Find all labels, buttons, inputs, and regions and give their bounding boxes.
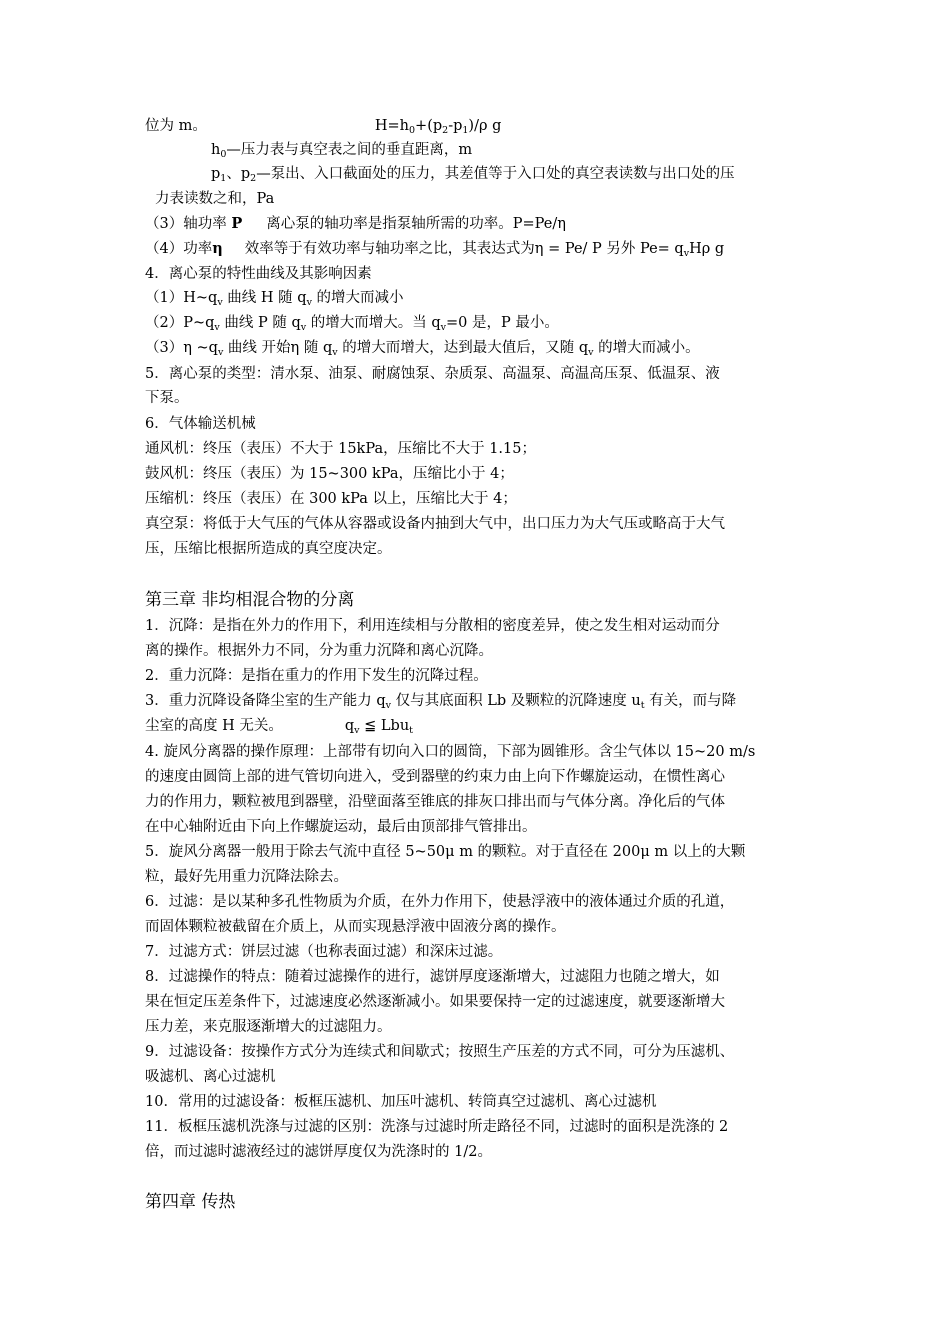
ch3-line: 的速度由圆筒上部的进气管切向进入，受到器壁的约束力由上向下作螺旋运动，在惯性离心	[145, 769, 725, 785]
line-pump-types-cont: 下泵。	[145, 390, 189, 406]
ch3-line: 10．常用的过滤设备：板框压滤机、加压叶滤机、转筒真空过滤机、离心过滤机	[145, 1094, 657, 1110]
line-unit-m: 位为 m。 $H=h_0+(p_2-p_1)/\rho$ g	[145, 118, 502, 136]
ch3-line: 力的作用力，颗粒被甩到器壁，沿壁面落至锥底的排灰口排出而与气体分离。净化后的气体	[145, 794, 725, 810]
line-p1p2-def: $p_1$、$p_2—$泵出、入口截面处的压力，其差值等于入口处的真空表读数与出口处的压	[211, 166, 735, 184]
ch3-line: 7．过滤方式：饼层过滤（也称表面过滤）和深床过滤。	[145, 944, 503, 960]
ch3-line: 9．过滤设备：按操作方式分为连续式和间歇式；按照生产压差的方式不同，可分为压滤机、	[145, 1044, 735, 1060]
ch3-line: 压力差，来克服逐渐增大的过滤阻力。	[145, 1019, 392, 1035]
ch3-line: 11．板框压滤机洗涤与过滤的区别：洗涤与过滤时所走路径不同，过滤时的面积是洗涤的 2	[145, 1119, 729, 1135]
line-vacuum-pump-cont: 压，压缩比根据所造成的真空度决定。	[145, 541, 392, 557]
line-shaft-power: （3）轴功率 P 离心泵的轴功率是指泵轴所需的功率。P=Pe/η	[145, 215, 566, 232]
ch3-line: 5．旋风分离器一般用于除去气流中直径 5~50μ m 的颗粒。对于直径在 200μ m 以上的大颗	[145, 844, 746, 860]
line-h-qv: $(1)H\sim q_v$ 曲线 H 随 $q_v$ 的增大而减小	[145, 290, 404, 308]
line-p1p2-cont: 力表读数之和，Pa	[155, 191, 275, 207]
ch3-line: 果在恒定压差条件下，过滤速度必然逐渐减小。如果要保持一定的过滤速度，就要逐渐增大	[145, 994, 725, 1010]
ch3-line-settling-formula: 尘室的高度 H 无关。 $q_v$ ≦ Lbu$_t$	[145, 718, 413, 736]
line-eta-qv: （3）η $\sim q_v$ 曲线 开始η 随 $q_v$ 的增大而增大，达到最大值后，又随 $q_v$ 的增大而减小。	[145, 340, 700, 358]
ch3-line-settling-capacity: 3．重力沉降设备降尘室的生产能力 $q_v$ 仅与其底面积 Lb 及颗粒的沉降速度 $u_t$ 有关，而与降	[145, 693, 737, 711]
ch3-line: 吸滤机、离心过滤机	[145, 1069, 276, 1085]
ch3-line: 4. 旋风分离器的操作原理：上部带有切向入口的圆筒，下部为圆锥形。含尘气体以 15~20 m/s	[145, 744, 756, 760]
ch3-line: 在中心轴附近由下向上作螺旋运动，最后由顶部排气管排出。	[145, 819, 537, 835]
line-item-6: 6．气体输送机械	[145, 416, 256, 432]
line-vacuum-pump: 真空泵：将低于大气压的气体从容器或设备内抽到大气中，出口压力为大气压或略高于大气	[145, 516, 725, 532]
line-efficiency: （4）功率η 效率等于有效功率与轴功率之比，其表达式为η = Pe/ P 另外 $Pe= q_vH\rho$ g	[145, 240, 725, 259]
line-h0-def: $h_0—$压力表与真空表之间的垂直距离，m	[211, 142, 473, 160]
ch3-line: 粒，最好先用重力沉降法除去。	[145, 869, 348, 885]
line-fan: 通风机：终压（表压）不大于 15kPa，压缩比不大于 1.15；	[145, 441, 536, 457]
ch3-line: 2．重力沉降：是指在重力的作用下发生的沉降过程。	[145, 668, 488, 684]
line-blower: 鼓风机：终压（表压）为 15~300 kPa，压缩比小于 4；	[145, 466, 514, 482]
line-item-4: 4．离心泵的特性曲线及其影响因素	[145, 266, 372, 282]
ch3-line: 1．沉降：是指在外力的作用下，利用连续相与分散相的密度差异，使之发生相对运动而分	[145, 618, 720, 634]
line-p-qv: $(2)P\sim q_v$ 曲线 P 随 $q_v$ 的增大而增大。当 $q_v=0$ 是，P 最小。	[145, 315, 559, 333]
chapter-3-title: 第三章 非均相混合物的分离	[145, 590, 355, 610]
ch3-line: 8．过滤操作的特点：随着过滤操作的进行，滤饼厚度逐渐增大，过滤阻力也随之增大，如	[145, 969, 720, 985]
ch3-line: 6．过滤：是以某种多孔性物质为介质，在外力作用下，使悬浮液中的液体通过介质的孔道，	[145, 894, 735, 910]
ch3-line: 离的操作。根据外力不同，分为重力沉降和离心沉降。	[145, 643, 493, 659]
line-pump-types: 5．离心泵的类型：清水泵、油泵、耐腐蚀泵、杂质泵、高温泵、高温高压泵、低温泵、液	[145, 366, 720, 382]
ch3-line: 而固体颗粒被截留在介质上，从而实现悬浮液中固液分离的操作。	[145, 919, 566, 935]
chapter-4-title: 第四章 传热	[145, 1192, 236, 1212]
line-compressor: 压缩机：终压（表压）在 300 kPa 以上，压缩比大于 4；	[145, 491, 517, 507]
ch3-line: 倍，而过滤时滤液经过的滤饼厚度仅为洗涤时的 1/2。	[145, 1144, 492, 1160]
